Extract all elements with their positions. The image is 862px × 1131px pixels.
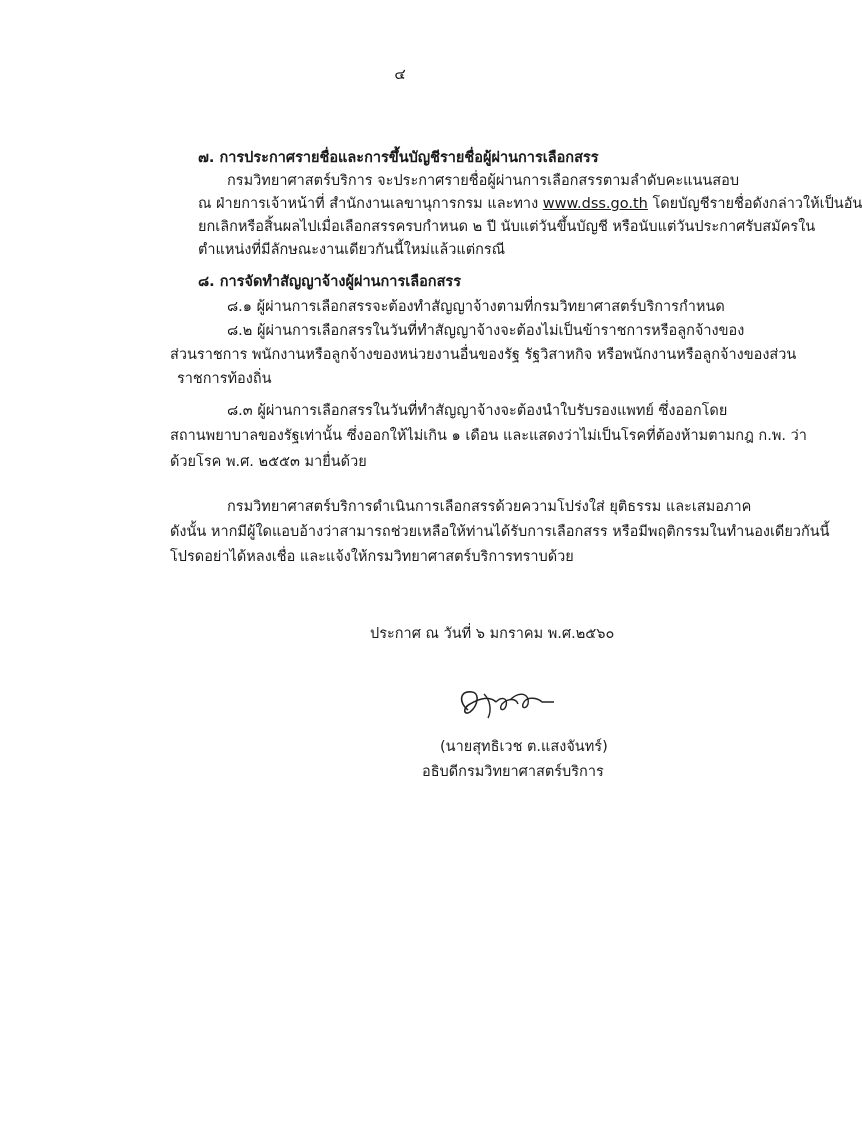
notice-line-3: โปรดอย่าได้หลงเชื่อ และแจ้งให้กรมวิทยาศาสตร์บริการทราบด้วย	[170, 549, 574, 565]
signature-image	[450, 680, 560, 730]
announcement-date: ประกาศ ณ วันที่ ๖ มกราคม พ.ศ.๒๕๖๐	[370, 626, 615, 642]
section-8-item-3-line-3: ด้วยโรค พ.ศ. ๒๕๕๓ มายื่นด้วย	[170, 454, 367, 470]
section-7-line-2	[198, 194, 862, 214]
section-7-line-2-suffix: โดยบัญชีรายชื่อดังกล่าวให้เป็นอัน	[647, 196, 862, 212]
section-8-heading: ๘. การจัดทำสัญญาจ้างผู้ผ่านการเลือกสรร	[198, 274, 461, 290]
section-8-item-3-line-2: สถานพยาบาลของรัฐเท่านั้น ซึ่งออกให้ไม่เกิน ๑ เดือน และแสดงว่าไม่เป็นโรคที่ต้องห้ามตามกฎ ก.พ. ว่า	[170, 428, 807, 444]
section-7-line-1: กรมวิทยาศาสตร์บริการ จะประกาศรายชื่อผู้ผ่านการเลือกสรรตามลำดับคะแนนสอบ	[227, 173, 740, 189]
section-7-line-4: ตำแหน่งที่มีลักษณะงานเดียวกันนี้ใหม่แล้วแต่กรณี	[198, 242, 506, 258]
section-8-item-3-line-1: ๘.๓ ผู้ผ่านการเลือกสรรในวันที่ทำสัญญาจ้างจะต้องนำใบรับรองแพทย์ ซึ่งออกโดย	[227, 403, 728, 419]
signer-title: อธิบดีกรมวิทยาศาสตร์บริการ	[422, 764, 604, 780]
section-7-heading: ๗. การประกาศรายชื่อและการขึ้นบัญชีรายชื่อผู้ผ่านการเลือกสรร	[198, 150, 599, 166]
notice-line-1: กรมวิทยาศาสตร์บริการดำเนินการเลือกสรรด้วยความโปร่งใส่ ยุติธรรม และเสมอภาค	[227, 499, 752, 515]
notice-line-2: ดังนั้น หากมีผู้ใดแอบอ้างว่าสามารถช่วยเหลือให้ท่านได้รับการเลือกสรร หรือมีพฤติกรรมในทำนองเดียวกันนี้	[170, 524, 830, 540]
signer-name: (นายสุทธิเวช ต.แสงจันทร์)	[440, 739, 608, 755]
page-number: ๔	[394, 65, 406, 83]
section-8-item-2-line-3: ราชการท้องถิ่น	[177, 371, 272, 387]
dss-website-link[interactable]: www.dss.go.th	[542, 196, 648, 212]
section-8-item-1: ๘.๑ ผู้ผ่านการเลือกสรรจะต้องทำสัญญาจ้างตามที่กรมวิทยาศาสตร์บริการกำหนด	[227, 299, 725, 315]
section-8-item-2-line-1: ๘.๒ ผู้ผ่านการเลือกสรรในวันที่ทำสัญญาจ้างจะต้องไม่เป็นข้าราชการหรือลูกจ้างของ	[227, 323, 745, 339]
section-7-line-3: ยกเลิกหรือสิ้นผลไปเมื่อเลือกสรรครบกำหนด ๒ ปี นับแต่วันขึ้นบัญชี หรือนับแต่วันประกาศรับสมัครใน	[198, 219, 816, 235]
section-7-line-2-prefix: ณ ฝ่ายการเจ้าหน้าที่ สำนักงานเลขานุการกรม และทาง	[198, 196, 543, 212]
section-8-item-2-line-2: ส่วนราชการ พนักงานหรือลูกจ้างของหน่วยงานอื่นของรัฐ รัฐวิสาหกิจ หรือพนักงานหรือลูกจ้างของส่วน	[170, 347, 797, 363]
